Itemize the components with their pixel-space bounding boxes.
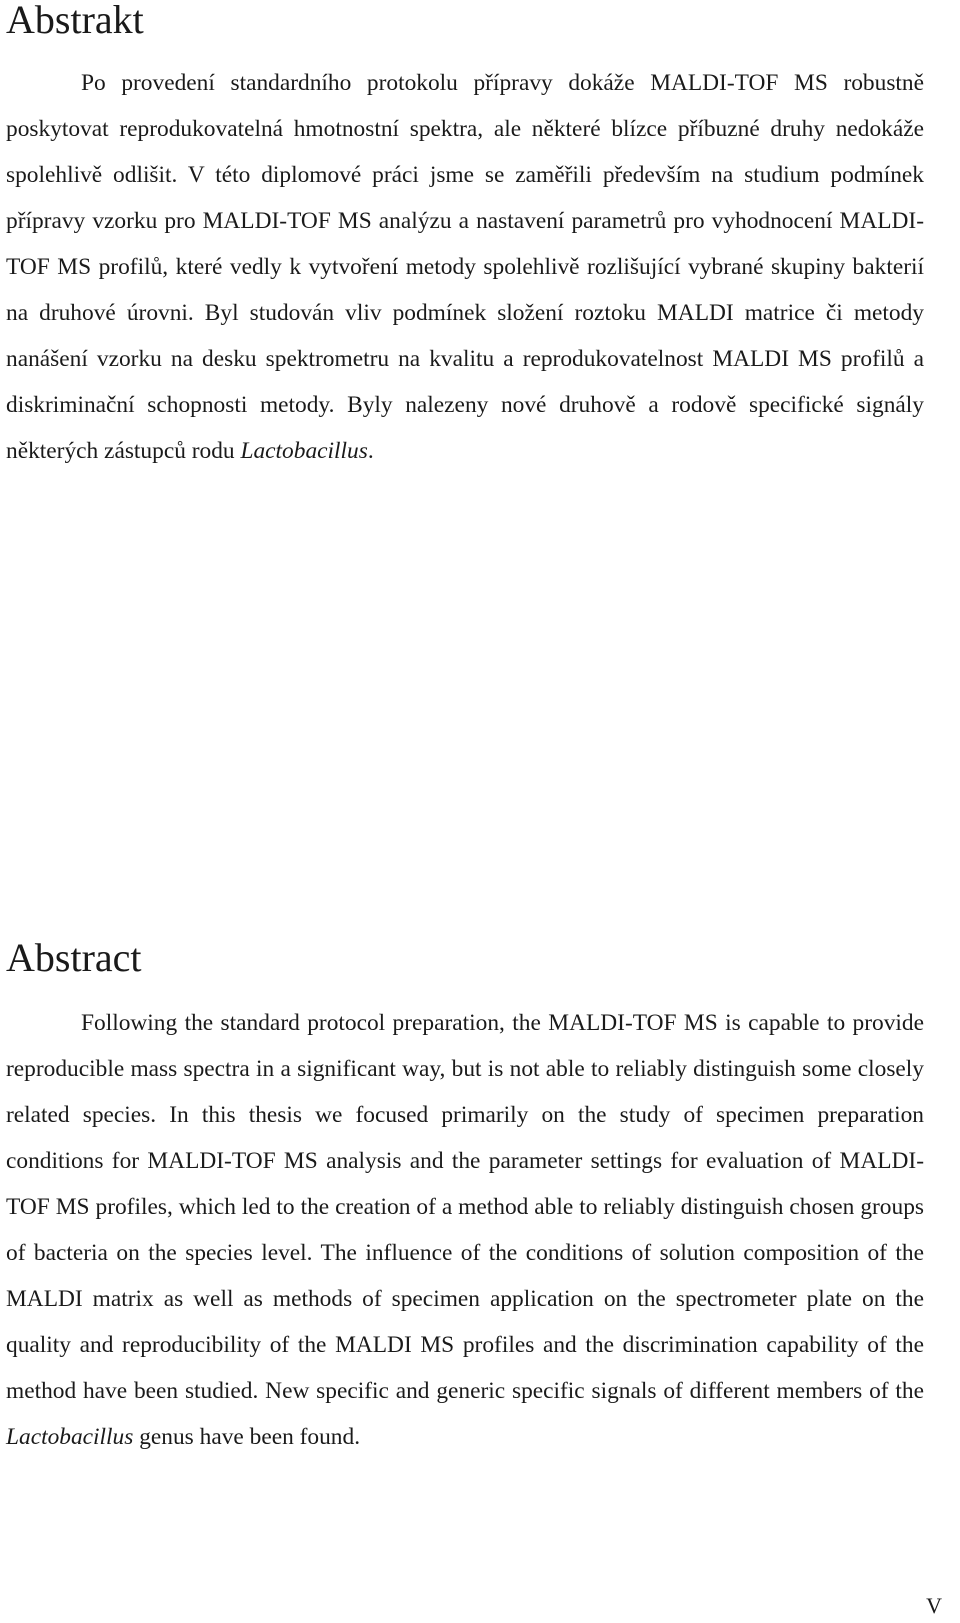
abstract-en-text-end: genus have been found.: [133, 1424, 361, 1450]
abstract-cs-paragraph: [6, 60, 924, 474]
page-number: V: [926, 1593, 942, 1618]
abstract-en-text: Following the standard protocol preparation, the MALDI-TOF MS is capable to provide reproducible mass spectra in a significant way, but is not able to reliably distinguish some closely related species. In this thesis we focused primarily on the study of specimen preparation conditions for MALDI-TOF MS analysis and the parameter settings for evaluation of MALDI-TOF MS profiles, which led to the creation of a method able to reliably distinguish chosen groups of bacteria on the species level. The influence of the conditions of solution composition of the MALDI matrix as well as methods of specimen application on the spectrometer plate on the quality and reproducibility of the MALDI MS profiles and the discrimination capability of the method have been studied. New specific and generic specific signals of different members of the: [6, 1010, 924, 1404]
abstract-en-paragraph: [6, 1000, 924, 1460]
abstract-cs-text-end: .: [367, 438, 374, 464]
abstract-cs-italic-term: Lactobacillus: [240, 438, 368, 464]
abstract-cs-text: Po provedení standardního protokolu přípravy dokáže MALDI-TOF MS robustně poskytovat reprodukovatelná hmotnostní spektra, ale některé blízce příbuzné druhy nedokáže spolehlivě odlišit. V této diplomové práci jsme se zaměřili především na studium podmínek přípravy vzorku pro MALDI-TOF MS analýzu a nastavení parametrů pro vyhodnocení MALDI-TOF MS profilů, které vedly k vytvoření metody spolehlivě rozlišující vybrané skupiny bakterií na druhové úrovni. Byl studován vliv podmínek složení roztoku MALDI matrice či metody nanášení vzorku na desku spektrometru na kvalitu a reprodukovatelnost MALDI MS profilů a diskriminační schopnosti metody. Byly nalezeny nové druhově a rodově specifické signály některých zástupců rodu: [6, 70, 924, 464]
abstract-en-italic-term: Lactobacillus: [6, 1424, 134, 1450]
abstract-en-heading: Abstract: [6, 935, 142, 980]
abstract-cs-heading: Abstrakt: [6, 0, 144, 42]
